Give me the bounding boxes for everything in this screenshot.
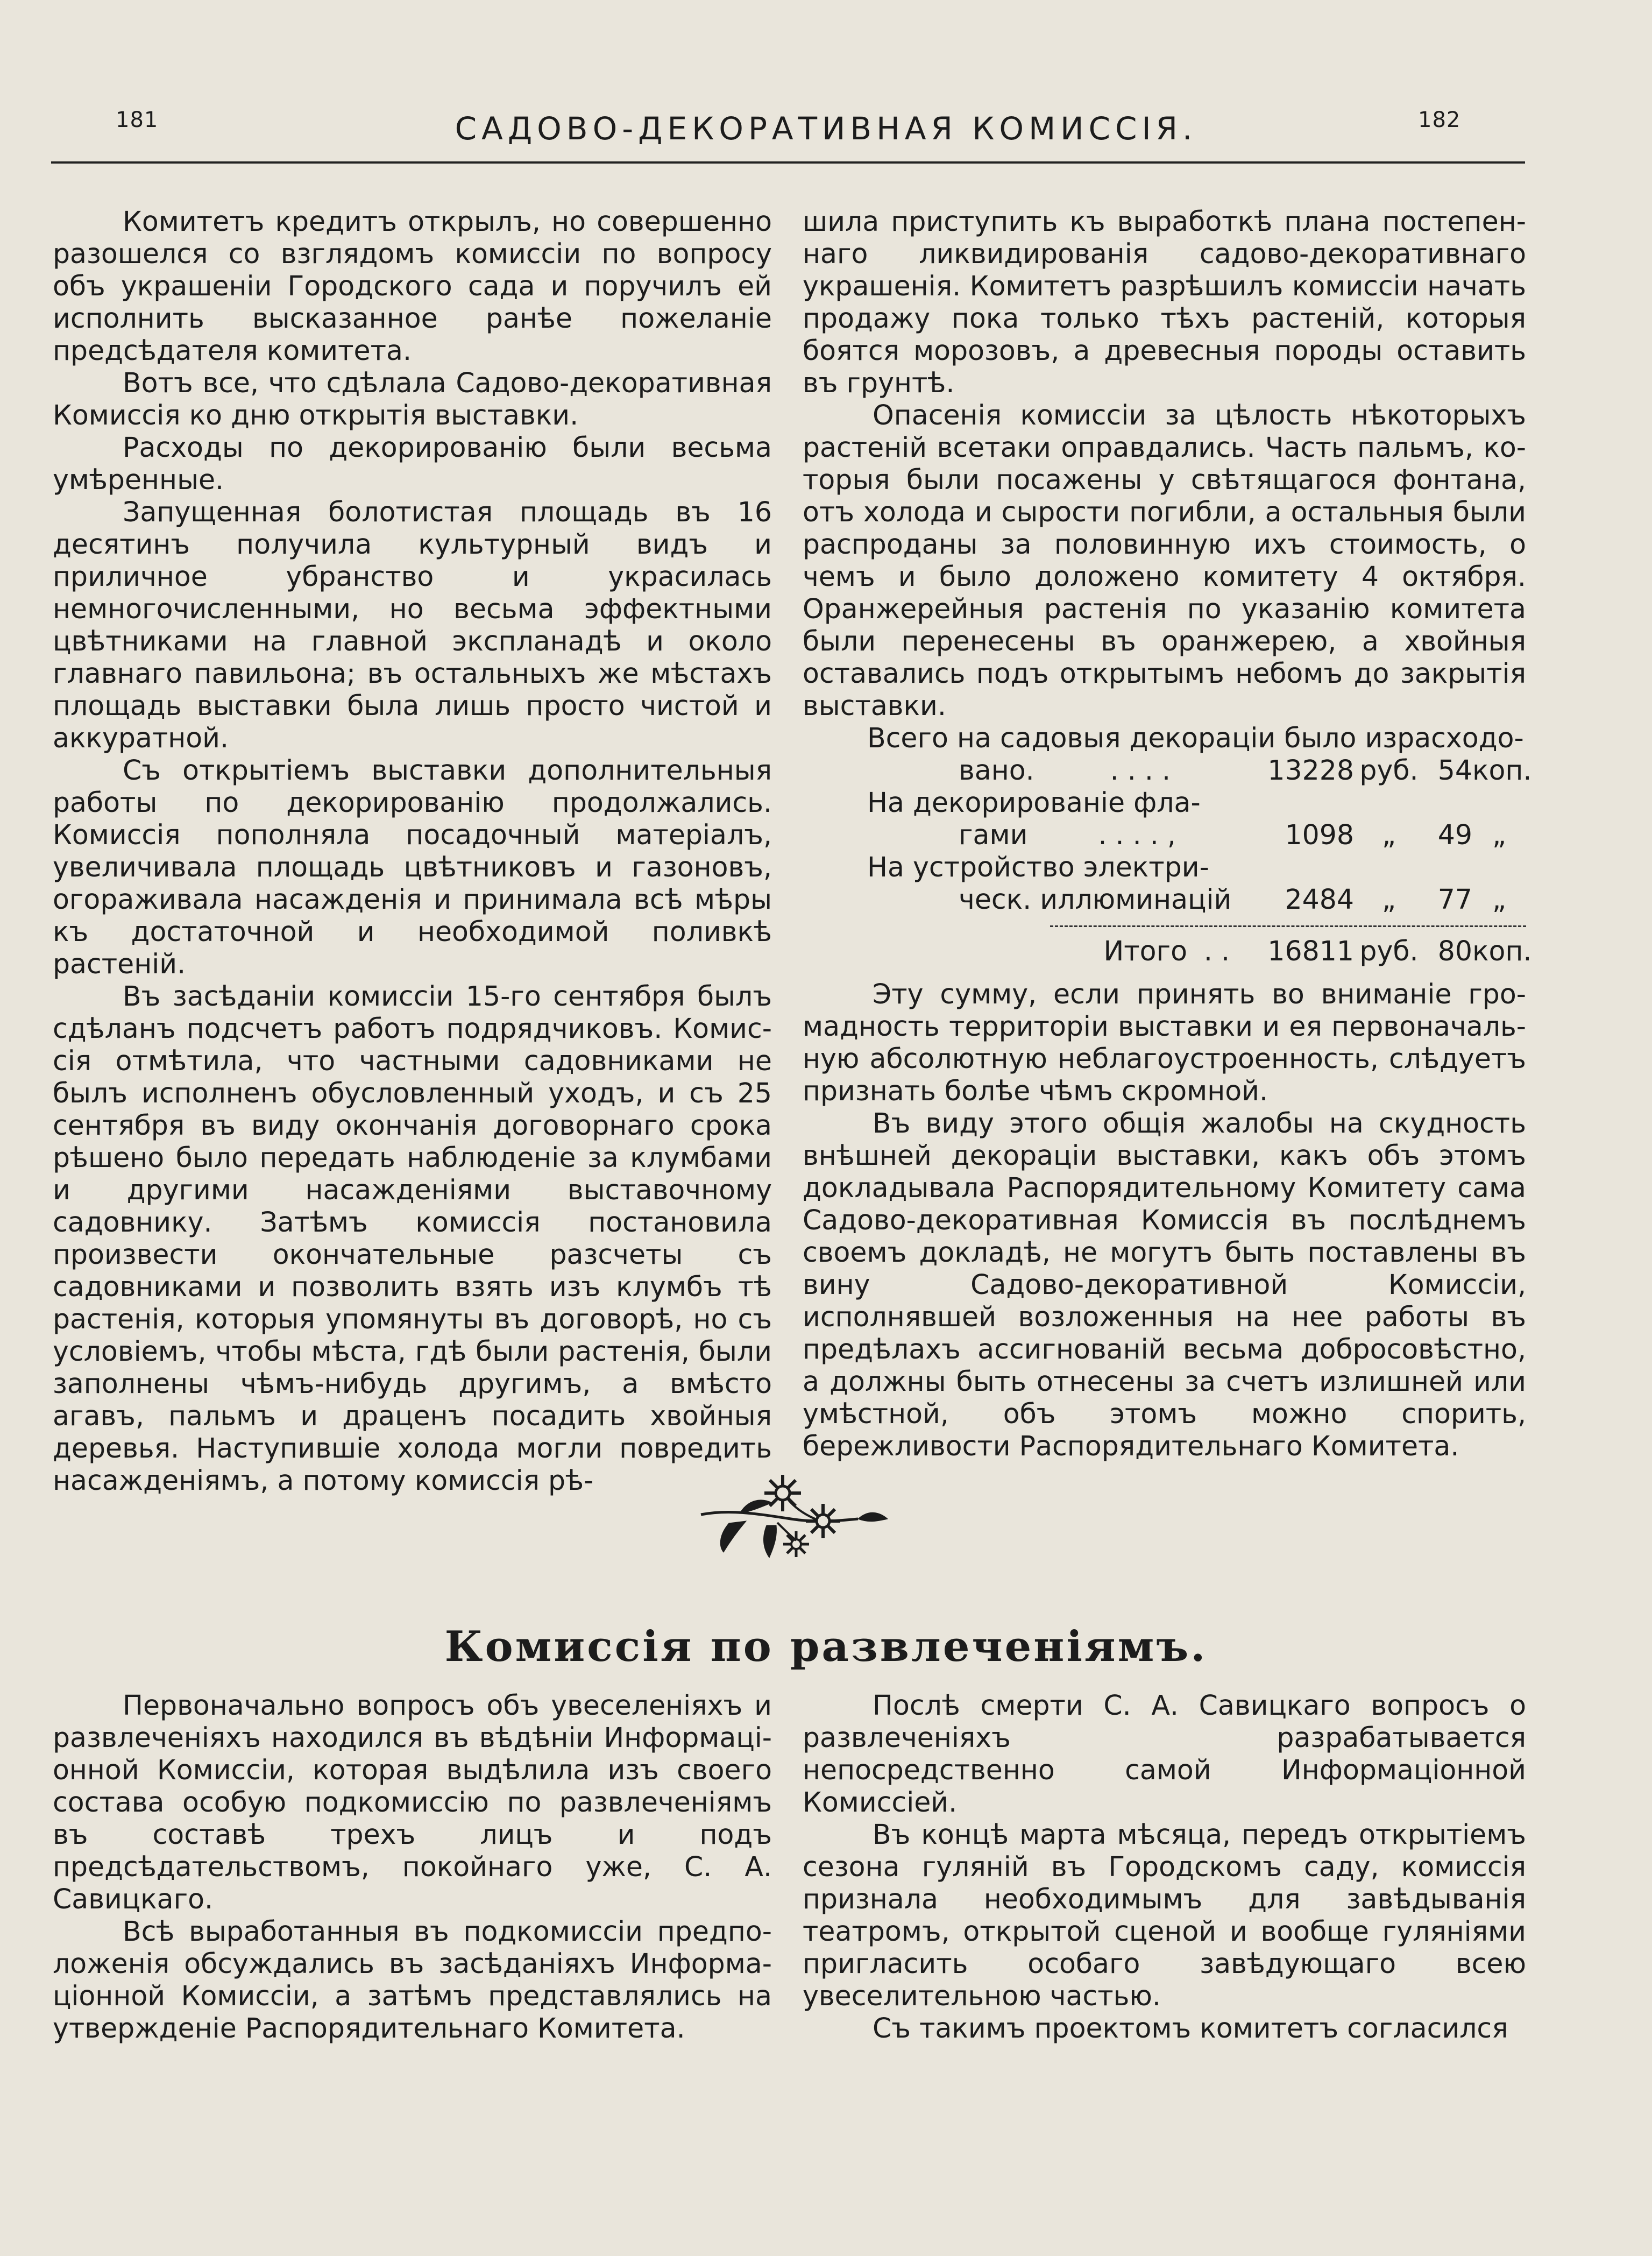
unit-rub: руб. — [1359, 754, 1419, 786]
paragraph: Вотъ все, что сдѣлала Садово-декоративная Комиссія ко дню открытія выставки. — [53, 367, 772, 431]
amount-kop: 54 — [1437, 754, 1472, 786]
total-amount-rub: 16811 — [1267, 935, 1354, 967]
paragraph: Эту сумму, если принять во вниманіе громадность территоріи выставки и ея первоначальную абсолютную неблагоустроенность, слѣдуетъ признать болѣе чѣмъ скромной. — [803, 978, 1526, 1107]
column-bottom-left — [53, 1689, 772, 2045]
leader-dots: . . — [1203, 935, 1230, 967]
total-label: Итого — [1103, 935, 1187, 967]
section-title: Комиссія по развлеченіямъ. — [444, 1622, 1208, 1671]
unit-rub: „ — [1381, 819, 1396, 851]
amount-rub: 1098 — [1285, 819, 1354, 851]
unit-kop: „ — [1492, 883, 1507, 915]
amount-kop: 77 — [1437, 883, 1472, 915]
paragraph: Съ такимъ проектомъ комитетъ согласился — [873, 2012, 1508, 2044]
expense-row-gardens — [803, 754, 1532, 787]
header-rule — [51, 161, 1525, 164]
unit-kop: коп. — [1472, 935, 1532, 967]
expense-label: На декорированіе фла- — [867, 787, 1201, 818]
amount-kop: 49 — [1437, 819, 1472, 851]
expense-label-cont: гами — [959, 819, 1028, 851]
leader-dots: . . . . — [1110, 754, 1171, 786]
unit-kop: коп. — [1472, 754, 1532, 786]
paragraph: Первоначально вопросъ объ увеселеніяхъ и развлеченіяхъ находился въ вѣдѣніи Информаціонной Комиссіи, которая выдѣлила изъ своего состава особую подкомиссію по развлеченіямъ въ составѣ трехъ лицъ и подъ предсѣдательствомъ, покойнаго уже, С. А. Савицкаго. — [53, 1689, 772, 1915]
page-number-right: 182 — [1418, 108, 1461, 132]
expense-label-cont: ческ. иллюминацій — [959, 883, 1232, 915]
column-bottom-right — [803, 1689, 1526, 2045]
paragraph: Въ виду этого общія жалобы на скудность внѣшней декораціи выставки, какъ объ этомъ докладывала Распорядительному Комитету сама Садово-декоративная Комиссія въ послѣднемъ своемъ докладѣ, не могутъ быть поставлены въ вину Садово-декоративной Комиссіи, исполнявшей возложенныя на нее работы въ предѣлахъ ассигнованій весьма добросовѣстно, а должны быть отнесены за счетъ излишней или умѣстной, объ этомъ можно спорить, бережливости Распорядительнаго Комитета. — [803, 1107, 1526, 1462]
paragraph: Комитетъ кредитъ открылъ, но совершенно разошелся со взглядомъ комиссіи по вопросу объ украшеніи Городского сада и поручилъ ей исполнить высказанное ранѣе пожеланіе предсѣдателя комитета. — [53, 206, 772, 366]
sum-rule — [1050, 925, 1526, 929]
amount-rub: 2484 — [1285, 883, 1354, 915]
expense-row-gardens-label — [803, 722, 1526, 754]
page-number-left: 181 — [116, 108, 159, 132]
paragraph: Запущенная болотистая площадь въ 16 десятинъ получила культурный видъ и приличное убранство и украсилась немногочисленными, но весьма эффектными цвѣтниками на главной экспланадѣ и около главнаго павильона; въ остальныхъ же мѣстахъ площадь выставки была лишь просто чистой и аккуратной. — [53, 496, 772, 754]
expense-label-cont: вано. — [959, 754, 1034, 786]
leader-dots: . . . . , — [1098, 819, 1176, 851]
paragraph: Въ засѣданіи комиссіи 15-го сентября былъ сдѣланъ подсчетъ работъ подрядчиковъ. Комиссія отмѣтила, что частными садовниками не былъ исполненъ обусловленный уходъ, и съ 25 сентября въ виду окончанія договорнаго срока рѣшено было передать наблюденіе за клумбами и другими насажденіями выставочному садовнику. Затѣмъ комиссія постановила произвести окончательные разсчеты съ садовниками и позволить взять изъ клумбъ тѣ растенія, которыя упомянуты въ договорѣ, но съ условіемъ, чтобы мѣста, гдѣ были растенія, были заполнены чѣмъ-нибудь другимъ, а вмѣсто агавъ, пальмъ и драценъ посадить хвойныя деревья. Наступившіе холода могли повредить насажденіямъ, а потому комиссія рѣ- — [53, 980, 772, 1496]
paragraph: Всѣ выработанныя въ подкомиссіи предположенія обсуждались въ засѣданіяхъ Информаціонной Комиссіи, а затѣмъ представлялись на утвержденіе Распорядительнаго Комитета. — [53, 1915, 772, 2044]
expense-row-flags-label — [803, 787, 1526, 819]
paragraph: Въ концѣ марта мѣсяца, передъ открытіемъ сезона гуляній въ Городскомъ саду, комиссія признала необходимымъ для завѣдыванія театромъ, открытой сценой и вообще гуляніями пригласить особаго завѣдующаго всею увеселительною частью. — [803, 1819, 1526, 2012]
expense-row-lights-label — [803, 851, 1526, 883]
running-title: САДОВО-ДЕКОРАТИВНАЯ КОМИССІЯ. — [455, 110, 1197, 147]
expense-label: Всего на садовыя декораціи было израсходо- — [867, 722, 1524, 754]
paragraph: Послѣ смерти С. А. Савицкаго вопросъ о развлеченіяхъ разрабатывается непосредственно самой Информаціонной Комиссіей. — [803, 1689, 1526, 1818]
paragraph: шила приступить къ выработкѣ плана постепеннаго ликвидированія садово-декоративнаго украшенія. Комитетъ разрѣшилъ комиссіи начать продажу пока только тѣхъ растеній, которыя боятся морозовъ, а древесныя породы оставить въ грунтѣ. — [803, 206, 1526, 399]
expense-label: На устройство электри- — [867, 851, 1209, 883]
amount-rub: 13228 — [1267, 754, 1354, 786]
paragraph: Съ открытіемъ выставки дополнительныя работы по декорированію продолжались. Комиссія пополняла посадочный матеріалъ, увеличивала площадь цвѣтниковъ и газоновъ, огораживала насажденія и принимала всѣ мѣры къ достаточной и необходимой поливкѣ растеній. — [53, 754, 772, 980]
paragraph: Опасенія комиссіи за цѣлость нѣкоторыхъ растеній всетаки оправдались. Часть пальмъ, которыя были посажены у свѣтящагося фонтана, отъ холода и сырости погибли, а остальныя были распроданы за половинную ихъ стоимость, о чемъ и было доложено комитету 4 октября. Оранжерейныя растенія по указанію комитета были перенесены въ оранжерею, а хвойныя оставались подъ открытымъ небомъ до закрытія выставки. — [803, 399, 1526, 722]
expense-total-row — [803, 935, 1532, 967]
expense-row-lights — [803, 883, 1526, 916]
unit-rub: „ — [1381, 883, 1396, 915]
column-top-right — [803, 206, 1532, 1462]
total-amount-kop: 80 — [1437, 935, 1472, 967]
paragraph: Расходы по декорированію были весьма умѣренные. — [53, 432, 772, 496]
unit-kop: „ — [1492, 819, 1507, 851]
column-top-left — [53, 206, 772, 1497]
expense-table — [803, 722, 1532, 967]
expense-row-flags — [803, 819, 1526, 851]
floral-ornament-icon — [697, 1472, 890, 1563]
unit-rub: руб. — [1359, 935, 1419, 967]
